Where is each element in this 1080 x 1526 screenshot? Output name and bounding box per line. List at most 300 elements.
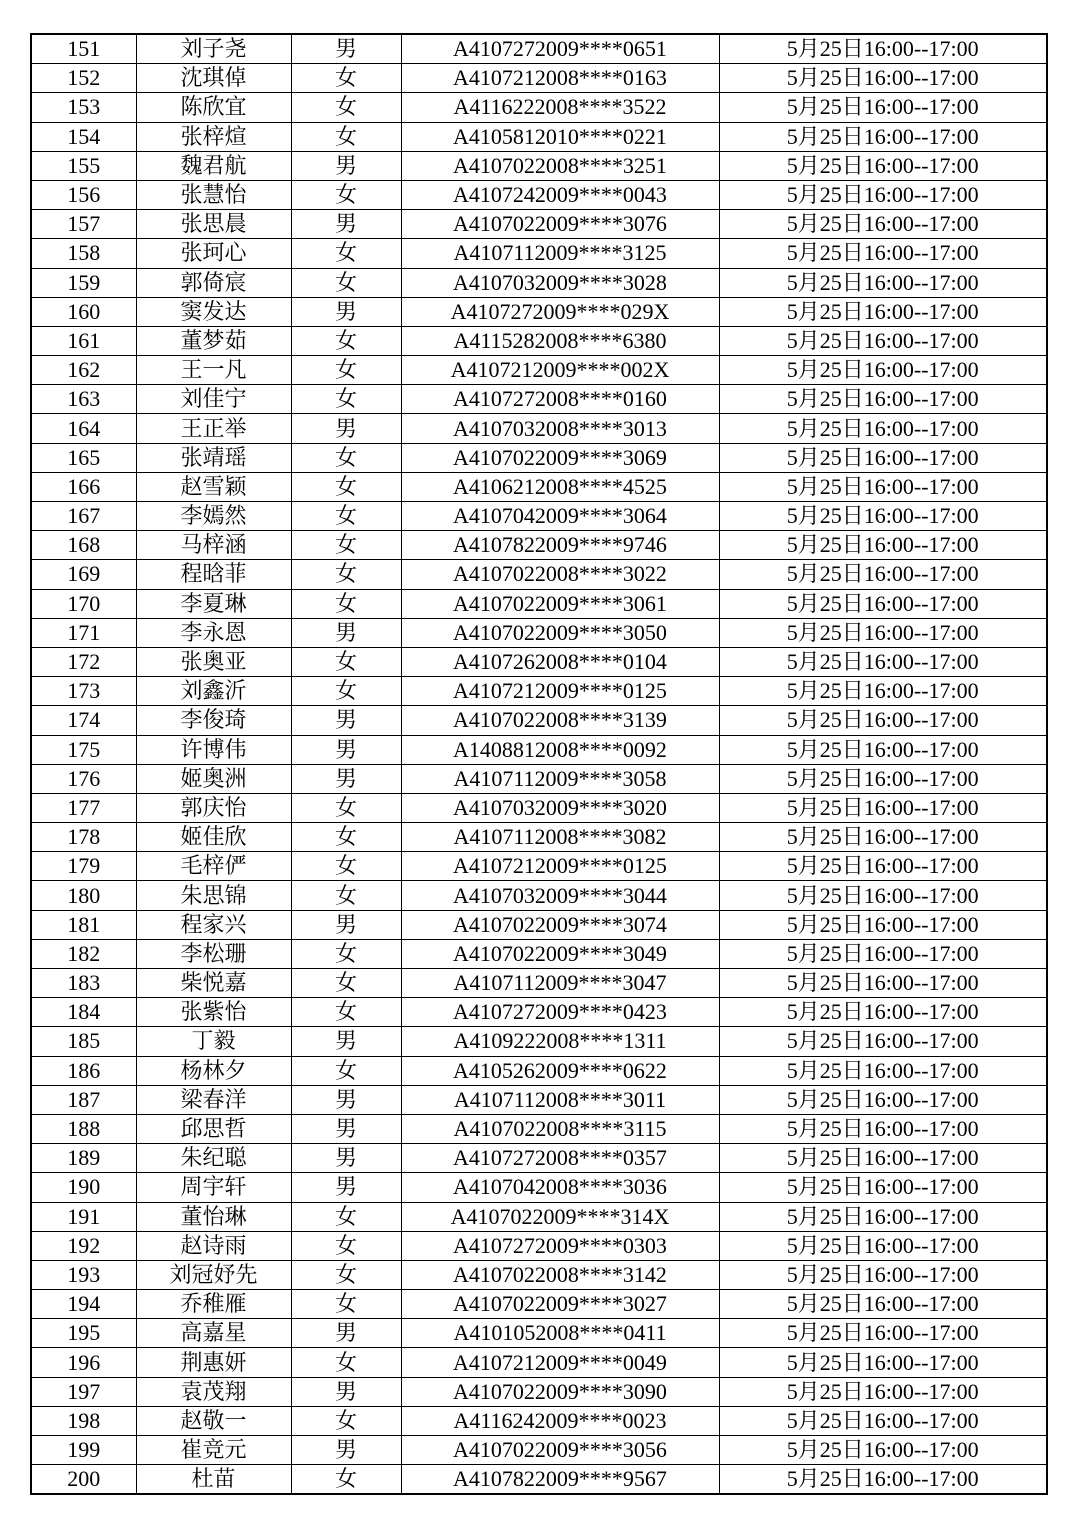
time-slot-cell: 5月25日16:00--17:00 (719, 34, 1047, 64)
time-slot-cell: 5月25日16:00--17:00 (719, 151, 1047, 180)
gender-cell: 女 (291, 560, 401, 589)
serial-number-cell: 191 (31, 1202, 136, 1231)
id-number-cell: A4107022009****3049 (401, 939, 719, 968)
gender-cell: 女 (291, 939, 401, 968)
time-slot-cell: 5月25日16:00--17:00 (719, 93, 1047, 122)
serial-number-cell: 179 (31, 852, 136, 881)
table-row (31, 385, 1047, 414)
time-slot-cell: 5月25日16:00--17:00 (719, 823, 1047, 852)
id-number-cell: A4107822009****9567 (401, 1465, 719, 1495)
id-number-cell: A4107212009****0049 (401, 1348, 719, 1377)
serial-number-cell: 198 (31, 1406, 136, 1435)
serial-number-cell: 166 (31, 472, 136, 501)
time-slot-cell: 5月25日16:00--17:00 (719, 1173, 1047, 1202)
serial-number-cell: 164 (31, 414, 136, 443)
serial-number-cell: 182 (31, 939, 136, 968)
name-cell: 张梓煊 (136, 122, 291, 151)
id-number-cell: A4107032009****3044 (401, 881, 719, 910)
gender-cell: 女 (291, 1056, 401, 1085)
id-number-cell: A4107022008****3022 (401, 560, 719, 589)
gender-cell: 女 (291, 1290, 401, 1319)
name-cell: 赵敬一 (136, 1406, 291, 1435)
time-slot-cell: 5月25日16:00--17:00 (719, 939, 1047, 968)
table-row (31, 356, 1047, 385)
gender-cell: 男 (291, 1144, 401, 1173)
gender-cell: 男 (291, 735, 401, 764)
table-row (31, 1319, 1047, 1348)
name-cell: 李永恩 (136, 618, 291, 647)
serial-number-cell: 181 (31, 910, 136, 939)
time-slot-cell: 5月25日16:00--17:00 (719, 764, 1047, 793)
table-row (31, 1085, 1047, 1114)
serial-number-cell: 160 (31, 297, 136, 326)
gender-cell: 女 (291, 502, 401, 531)
table-row (31, 852, 1047, 881)
serial-number-cell: 165 (31, 443, 136, 472)
id-number-cell: A4107272008****0160 (401, 385, 719, 414)
time-slot-cell: 5月25日16:00--17:00 (719, 1436, 1047, 1465)
serial-number-cell: 187 (31, 1085, 136, 1114)
time-slot-cell: 5月25日16:00--17:00 (719, 589, 1047, 618)
gender-cell: 女 (291, 998, 401, 1027)
gender-cell: 女 (291, 823, 401, 852)
name-cell: 许博伟 (136, 735, 291, 764)
gender-cell: 女 (291, 472, 401, 501)
name-cell: 李松珊 (136, 939, 291, 968)
id-number-cell: A4106212008****4525 (401, 472, 719, 501)
serial-number-cell: 188 (31, 1114, 136, 1143)
time-slot-cell: 5月25日16:00--17:00 (719, 180, 1047, 209)
name-cell: 沈琪倬 (136, 64, 291, 93)
id-number-cell: A4105262009****0622 (401, 1056, 719, 1085)
id-number-cell: A4107022008****3142 (401, 1260, 719, 1289)
table-row (31, 1114, 1047, 1143)
time-slot-cell: 5月25日16:00--17:00 (719, 1348, 1047, 1377)
serial-number-cell: 161 (31, 326, 136, 355)
table-row (31, 647, 1047, 676)
roster-table (30, 33, 1048, 1495)
serial-number-cell: 169 (31, 560, 136, 589)
time-slot-cell: 5月25日16:00--17:00 (719, 1231, 1047, 1260)
serial-number-cell: 200 (31, 1465, 136, 1495)
gender-cell: 男 (291, 210, 401, 239)
time-slot-cell: 5月25日16:00--17:00 (719, 1290, 1047, 1319)
time-slot-cell: 5月25日16:00--17:00 (719, 268, 1047, 297)
time-slot-cell: 5月25日16:00--17:00 (719, 998, 1047, 1027)
id-number-cell: A4109222008****1311 (401, 1027, 719, 1056)
serial-number-cell: 189 (31, 1144, 136, 1173)
gender-cell: 女 (291, 385, 401, 414)
serial-number-cell: 171 (31, 618, 136, 647)
table-row (31, 881, 1047, 910)
serial-number-cell: 196 (31, 1348, 136, 1377)
gender-cell: 男 (291, 1436, 401, 1465)
id-number-cell: A4107022009****3056 (401, 1436, 719, 1465)
time-slot-cell: 5月25日16:00--17:00 (719, 385, 1047, 414)
gender-cell: 男 (291, 414, 401, 443)
serial-number-cell: 195 (31, 1319, 136, 1348)
name-cell: 柴悦嘉 (136, 969, 291, 998)
gender-cell: 男 (291, 1027, 401, 1056)
name-cell: 杜苗 (136, 1465, 291, 1495)
name-cell: 王正举 (136, 414, 291, 443)
serial-number-cell: 163 (31, 385, 136, 414)
serial-number-cell: 178 (31, 823, 136, 852)
gender-cell: 女 (291, 647, 401, 676)
id-number-cell: A4107272009****0423 (401, 998, 719, 1027)
gender-cell: 女 (291, 122, 401, 151)
table-row (31, 560, 1047, 589)
id-number-cell: A4107112009****3058 (401, 764, 719, 793)
time-slot-cell: 5月25日16:00--17:00 (719, 531, 1047, 560)
serial-number-cell: 153 (31, 93, 136, 122)
name-cell: 赵雪颖 (136, 472, 291, 501)
id-number-cell: A4107112008****3082 (401, 823, 719, 852)
name-cell: 张慧怡 (136, 180, 291, 209)
time-slot-cell: 5月25日16:00--17:00 (719, 443, 1047, 472)
table-row (31, 297, 1047, 326)
serial-number-cell: 172 (31, 647, 136, 676)
table-row (31, 1202, 1047, 1231)
name-cell: 邱思哲 (136, 1114, 291, 1143)
id-number-cell: A4107022009****3076 (401, 210, 719, 239)
name-cell: 程家兴 (136, 910, 291, 939)
name-cell: 刘鑫沂 (136, 677, 291, 706)
table-row (31, 1290, 1047, 1319)
table-row (31, 589, 1047, 618)
id-number-cell: A4107262008****0104 (401, 647, 719, 676)
time-slot-cell: 5月25日16:00--17:00 (719, 414, 1047, 443)
serial-number-cell: 197 (31, 1377, 136, 1406)
name-cell: 周宇轩 (136, 1173, 291, 1202)
id-number-cell: A4107022009****3069 (401, 443, 719, 472)
gender-cell: 女 (291, 589, 401, 618)
name-cell: 董怡琳 (136, 1202, 291, 1231)
time-slot-cell: 5月25日16:00--17:00 (719, 1465, 1047, 1495)
serial-number-cell: 199 (31, 1436, 136, 1465)
serial-number-cell: 170 (31, 589, 136, 618)
name-cell: 杨林夕 (136, 1056, 291, 1085)
time-slot-cell: 5月25日16:00--17:00 (719, 852, 1047, 881)
table-row (31, 472, 1047, 501)
id-number-cell: A4107022009****3050 (401, 618, 719, 647)
time-slot-cell: 5月25日16:00--17:00 (719, 1202, 1047, 1231)
serial-number-cell: 183 (31, 969, 136, 998)
id-number-cell: A4107112009****3125 (401, 239, 719, 268)
name-cell: 郭倚宸 (136, 268, 291, 297)
id-number-cell: A4107022009****3061 (401, 589, 719, 618)
id-number-cell: A4107042008****3036 (401, 1173, 719, 1202)
name-cell: 高嘉星 (136, 1319, 291, 1348)
table-row (31, 618, 1047, 647)
time-slot-cell: 5月25日16:00--17:00 (719, 326, 1047, 355)
serial-number-cell: 156 (31, 180, 136, 209)
time-slot-cell: 5月25日16:00--17:00 (719, 1144, 1047, 1173)
time-slot-cell: 5月25日16:00--17:00 (719, 677, 1047, 706)
gender-cell: 男 (291, 910, 401, 939)
id-number-cell: A4107212009****002X (401, 356, 719, 385)
id-number-cell: A4116222008****3522 (401, 93, 719, 122)
time-slot-cell: 5月25日16:00--17:00 (719, 1114, 1047, 1143)
time-slot-cell: 5月25日16:00--17:00 (719, 560, 1047, 589)
name-cell: 姬奥洲 (136, 764, 291, 793)
time-slot-cell: 5月25日16:00--17:00 (719, 1319, 1047, 1348)
name-cell: 张珂心 (136, 239, 291, 268)
serial-number-cell: 157 (31, 210, 136, 239)
name-cell: 窦发达 (136, 297, 291, 326)
name-cell: 刘子尧 (136, 34, 291, 64)
table-row (31, 443, 1047, 472)
id-number-cell: A4107212009****0125 (401, 677, 719, 706)
name-cell: 姬佳欣 (136, 823, 291, 852)
table-row (31, 1406, 1047, 1435)
table-row (31, 268, 1047, 297)
serial-number-cell: 162 (31, 356, 136, 385)
serial-number-cell: 173 (31, 677, 136, 706)
table-row (31, 735, 1047, 764)
gender-cell: 女 (291, 326, 401, 355)
serial-number-cell: 174 (31, 706, 136, 735)
gender-cell: 女 (291, 1465, 401, 1495)
name-cell: 刘佳宁 (136, 385, 291, 414)
table-row (31, 502, 1047, 531)
table-row (31, 1377, 1047, 1406)
time-slot-cell: 5月25日16:00--17:00 (719, 1027, 1047, 1056)
gender-cell: 女 (291, 64, 401, 93)
gender-cell: 女 (291, 969, 401, 998)
time-slot-cell: 5月25日16:00--17:00 (719, 706, 1047, 735)
table-row (31, 1260, 1047, 1289)
name-cell: 丁毅 (136, 1027, 291, 1056)
id-number-cell: A4101052008****0411 (401, 1319, 719, 1348)
table-row (31, 122, 1047, 151)
id-number-cell: A4107022009****3074 (401, 910, 719, 939)
time-slot-cell: 5月25日16:00--17:00 (719, 502, 1047, 531)
gender-cell: 女 (291, 356, 401, 385)
name-cell: 陈欣宜 (136, 93, 291, 122)
name-cell: 张靖瑶 (136, 443, 291, 472)
time-slot-cell: 5月25日16:00--17:00 (719, 881, 1047, 910)
serial-number-cell: 184 (31, 998, 136, 1027)
name-cell: 董梦茹 (136, 326, 291, 355)
time-slot-cell: 5月25日16:00--17:00 (719, 735, 1047, 764)
name-cell: 朱思锦 (136, 881, 291, 910)
id-number-cell: A4107272009****0651 (401, 34, 719, 64)
gender-cell: 女 (291, 239, 401, 268)
time-slot-cell: 5月25日16:00--17:00 (719, 969, 1047, 998)
gender-cell: 女 (291, 531, 401, 560)
name-cell: 李俊琦 (136, 706, 291, 735)
time-slot-cell: 5月25日16:00--17:00 (719, 297, 1047, 326)
name-cell: 程晗菲 (136, 560, 291, 589)
gender-cell: 男 (291, 1085, 401, 1114)
serial-number-cell: 194 (31, 1290, 136, 1319)
table-row (31, 1231, 1047, 1260)
table-row (31, 151, 1047, 180)
time-slot-cell: 5月25日16:00--17:00 (719, 472, 1047, 501)
serial-number-cell: 186 (31, 1056, 136, 1085)
time-slot-cell: 5月25日16:00--17:00 (719, 1056, 1047, 1085)
id-number-cell: A4107822009****9746 (401, 531, 719, 560)
name-cell: 王一凡 (136, 356, 291, 385)
gender-cell: 男 (291, 618, 401, 647)
id-number-cell: A4107022009****314X (401, 1202, 719, 1231)
gender-cell: 男 (291, 297, 401, 326)
name-cell: 刘冠妤先 (136, 1260, 291, 1289)
gender-cell: 男 (291, 1319, 401, 1348)
serial-number-cell: 167 (31, 502, 136, 531)
gender-cell: 女 (291, 93, 401, 122)
table-row (31, 93, 1047, 122)
serial-number-cell: 151 (31, 34, 136, 64)
id-number-cell: A4107022008****3115 (401, 1114, 719, 1143)
gender-cell: 男 (291, 706, 401, 735)
gender-cell: 男 (291, 764, 401, 793)
name-cell: 荆惠妍 (136, 1348, 291, 1377)
serial-number-cell: 168 (31, 531, 136, 560)
gender-cell: 女 (291, 1406, 401, 1435)
id-number-cell: A4107022008****3251 (401, 151, 719, 180)
table-row (31, 414, 1047, 443)
name-cell: 朱纪聪 (136, 1144, 291, 1173)
table-row (31, 910, 1047, 939)
gender-cell: 女 (291, 881, 401, 910)
id-number-cell: A4105812010****0221 (401, 122, 719, 151)
table-row (31, 1173, 1047, 1202)
table-row (31, 793, 1047, 822)
serial-number-cell: 154 (31, 122, 136, 151)
serial-number-cell: 152 (31, 64, 136, 93)
table-row (31, 998, 1047, 1027)
name-cell: 张紫怡 (136, 998, 291, 1027)
table-row (31, 939, 1047, 968)
time-slot-cell: 5月25日16:00--17:00 (719, 64, 1047, 93)
id-number-cell: A4107032009****3028 (401, 268, 719, 297)
roster-body (31, 34, 1047, 1494)
time-slot-cell: 5月25日16:00--17:00 (719, 210, 1047, 239)
id-number-cell: A4107112008****3011 (401, 1085, 719, 1114)
id-number-cell: A4107022008****3139 (401, 706, 719, 735)
id-number-cell: A4115282008****6380 (401, 326, 719, 355)
id-number-cell: A4107272009****029X (401, 297, 719, 326)
id-number-cell: A4107022009****3090 (401, 1377, 719, 1406)
table-row (31, 326, 1047, 355)
serial-number-cell: 180 (31, 881, 136, 910)
table-row (31, 64, 1047, 93)
name-cell: 郭庆怡 (136, 793, 291, 822)
serial-number-cell: 190 (31, 1173, 136, 1202)
table-row (31, 531, 1047, 560)
id-number-cell: A4107042009****3064 (401, 502, 719, 531)
id-number-cell: A4107022009****3027 (401, 1290, 719, 1319)
gender-cell: 女 (291, 180, 401, 209)
name-cell: 赵诗雨 (136, 1231, 291, 1260)
id-number-cell: A4107212008****0163 (401, 64, 719, 93)
gender-cell: 男 (291, 1114, 401, 1143)
time-slot-cell: 5月25日16:00--17:00 (719, 1406, 1047, 1435)
id-number-cell: A4107112009****3047 (401, 969, 719, 998)
table-row (31, 1348, 1047, 1377)
time-slot-cell: 5月25日16:00--17:00 (719, 239, 1047, 268)
table-row (31, 1465, 1047, 1495)
name-cell: 张思晨 (136, 210, 291, 239)
time-slot-cell: 5月25日16:00--17:00 (719, 793, 1047, 822)
gender-cell: 女 (291, 443, 401, 472)
serial-number-cell: 192 (31, 1231, 136, 1260)
serial-number-cell: 185 (31, 1027, 136, 1056)
id-number-cell: A4107272008****0357 (401, 1144, 719, 1173)
gender-cell: 男 (291, 151, 401, 180)
time-slot-cell: 5月25日16:00--17:00 (719, 618, 1047, 647)
gender-cell: 男 (291, 1377, 401, 1406)
table-row (31, 1027, 1047, 1056)
name-cell: 乔稚雁 (136, 1290, 291, 1319)
name-cell: 魏君航 (136, 151, 291, 180)
gender-cell: 女 (291, 793, 401, 822)
table-row (31, 1056, 1047, 1085)
table-row (31, 823, 1047, 852)
table-row (31, 239, 1047, 268)
table-row (31, 34, 1047, 64)
table-row (31, 677, 1047, 706)
table-row (31, 764, 1047, 793)
gender-cell: 女 (291, 268, 401, 297)
name-cell: 李夏琳 (136, 589, 291, 618)
id-number-cell: A4116242009****0023 (401, 1406, 719, 1435)
gender-cell: 女 (291, 1260, 401, 1289)
name-cell: 崔竞元 (136, 1436, 291, 1465)
name-cell: 袁茂翔 (136, 1377, 291, 1406)
id-number-cell: A4107032008****3013 (401, 414, 719, 443)
id-number-cell: A1408812008****0092 (401, 735, 719, 764)
id-number-cell: A4107212009****0125 (401, 852, 719, 881)
time-slot-cell: 5月25日16:00--17:00 (719, 910, 1047, 939)
table-row (31, 210, 1047, 239)
name-cell: 李嫣然 (136, 502, 291, 531)
serial-number-cell: 158 (31, 239, 136, 268)
serial-number-cell: 176 (31, 764, 136, 793)
time-slot-cell: 5月25日16:00--17:00 (719, 1085, 1047, 1114)
table-row (31, 1436, 1047, 1465)
time-slot-cell: 5月25日16:00--17:00 (719, 356, 1047, 385)
table-row (31, 1144, 1047, 1173)
time-slot-cell: 5月25日16:00--17:00 (719, 1377, 1047, 1406)
id-number-cell: A4107242009****0043 (401, 180, 719, 209)
table-row (31, 180, 1047, 209)
gender-cell: 男 (291, 1173, 401, 1202)
id-number-cell: A4107272009****0303 (401, 1231, 719, 1260)
gender-cell: 女 (291, 677, 401, 706)
name-cell: 马梓涵 (136, 531, 291, 560)
gender-cell: 女 (291, 1202, 401, 1231)
gender-cell: 女 (291, 1348, 401, 1377)
serial-number-cell: 177 (31, 793, 136, 822)
time-slot-cell: 5月25日16:00--17:00 (719, 647, 1047, 676)
name-cell: 梁春洋 (136, 1085, 291, 1114)
gender-cell: 女 (291, 1231, 401, 1260)
time-slot-cell: 5月25日16:00--17:00 (719, 1260, 1047, 1289)
id-number-cell: A4107032009****3020 (401, 793, 719, 822)
serial-number-cell: 159 (31, 268, 136, 297)
serial-number-cell: 193 (31, 1260, 136, 1289)
name-cell: 毛梓俨 (136, 852, 291, 881)
gender-cell: 女 (291, 852, 401, 881)
table-row (31, 969, 1047, 998)
gender-cell: 男 (291, 34, 401, 64)
time-slot-cell: 5月25日16:00--17:00 (719, 122, 1047, 151)
serial-number-cell: 175 (31, 735, 136, 764)
table-row (31, 706, 1047, 735)
